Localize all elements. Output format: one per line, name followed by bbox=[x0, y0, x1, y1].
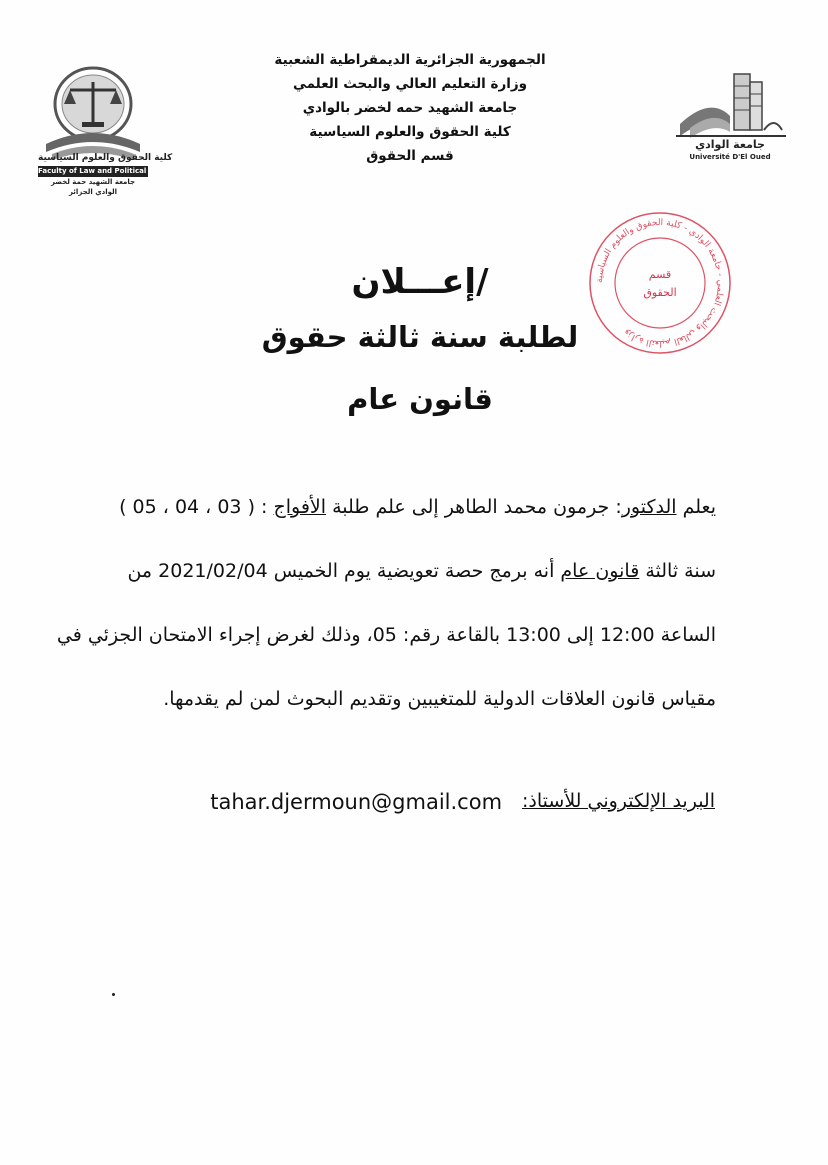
stray-mark bbox=[112, 993, 115, 996]
body-text: : جرمون محمد الطاهر إلى علم طلبة bbox=[326, 496, 622, 518]
stamp-ring-text: وزارة التعليم العالي والبحث العلمي - جامعة الوادي - كلية الحقوق والعلوم السياسية bbox=[594, 217, 726, 349]
header-republic: الجمهورية الجزائرية الديمقراطية الشعبية bbox=[274, 52, 546, 68]
faculty-english-name: Faculty of Law and Political Science bbox=[38, 167, 179, 175]
body-line-1 bbox=[98, 475, 716, 539]
body-line-2 bbox=[98, 539, 716, 603]
body-text: سنة ثالثة bbox=[639, 560, 716, 582]
email-label: البريد الإلكتروني للأستاذ: bbox=[522, 790, 715, 812]
faculty-arabic-name: كلية الحقوق والعلوم السياسية bbox=[38, 153, 173, 163]
announcement-body bbox=[56, 475, 716, 731]
stamp-center-line2: الحقوق bbox=[643, 286, 677, 299]
body-line-4: مقياس قانون العلاقات الدولية للمتغيبين وتقديم البحوث لمن لم يقدمها. bbox=[163, 688, 716, 710]
announcement-title: /إعـــلان bbox=[351, 262, 489, 302]
announcement-audience: لطلبة سنة ثالثة حقوق bbox=[261, 320, 579, 354]
faculty-logo bbox=[38, 62, 179, 212]
university-building-icon bbox=[670, 66, 790, 142]
specialty-label: قانون عام bbox=[560, 560, 640, 582]
header-ministry: وزارة التعليم العالي والبحث العلمي bbox=[292, 76, 528, 92]
stamp-center-line1: قسم bbox=[648, 268, 672, 281]
announcement-specialty: قانون عام bbox=[347, 382, 493, 416]
university-french-name: Université D'El Oued bbox=[689, 153, 771, 161]
header-faculty: كلية الحقوق والعلوم السياسية bbox=[309, 124, 511, 140]
header-university: جامعة الشهيد حمه لخضر بالوادي bbox=[302, 100, 518, 116]
groups-label: الأفواج bbox=[273, 496, 327, 518]
university-logo bbox=[670, 66, 795, 166]
email-address: tahar.djermoun@gmail.com bbox=[210, 790, 503, 814]
session-date: أنه برمج حصة تعويضية يوم الخميس 2021/02/04 من bbox=[127, 560, 561, 582]
doctor-label: الدكتور bbox=[621, 496, 677, 518]
document-header bbox=[200, 48, 620, 168]
university-arabic-name: جامعة الوادي bbox=[695, 138, 765, 151]
contact-email-row bbox=[145, 790, 715, 814]
body-text: يعلم bbox=[676, 496, 716, 518]
body-line-3: الساعة 12:00 إلى 13:00 بالقاعة رقم: 05، وذلك لغرض إجراء الامتحان الجزئي في bbox=[56, 624, 716, 646]
faculty-location-line: الوادي الجزائر bbox=[68, 188, 118, 196]
header-department: قسم الحقوق bbox=[366, 148, 454, 164]
groups-list: : ( 03 ، 04 ، 05 ) bbox=[119, 496, 274, 518]
faculty-university-line: جامعة الشهيد حمة لخضر bbox=[50, 178, 136, 186]
